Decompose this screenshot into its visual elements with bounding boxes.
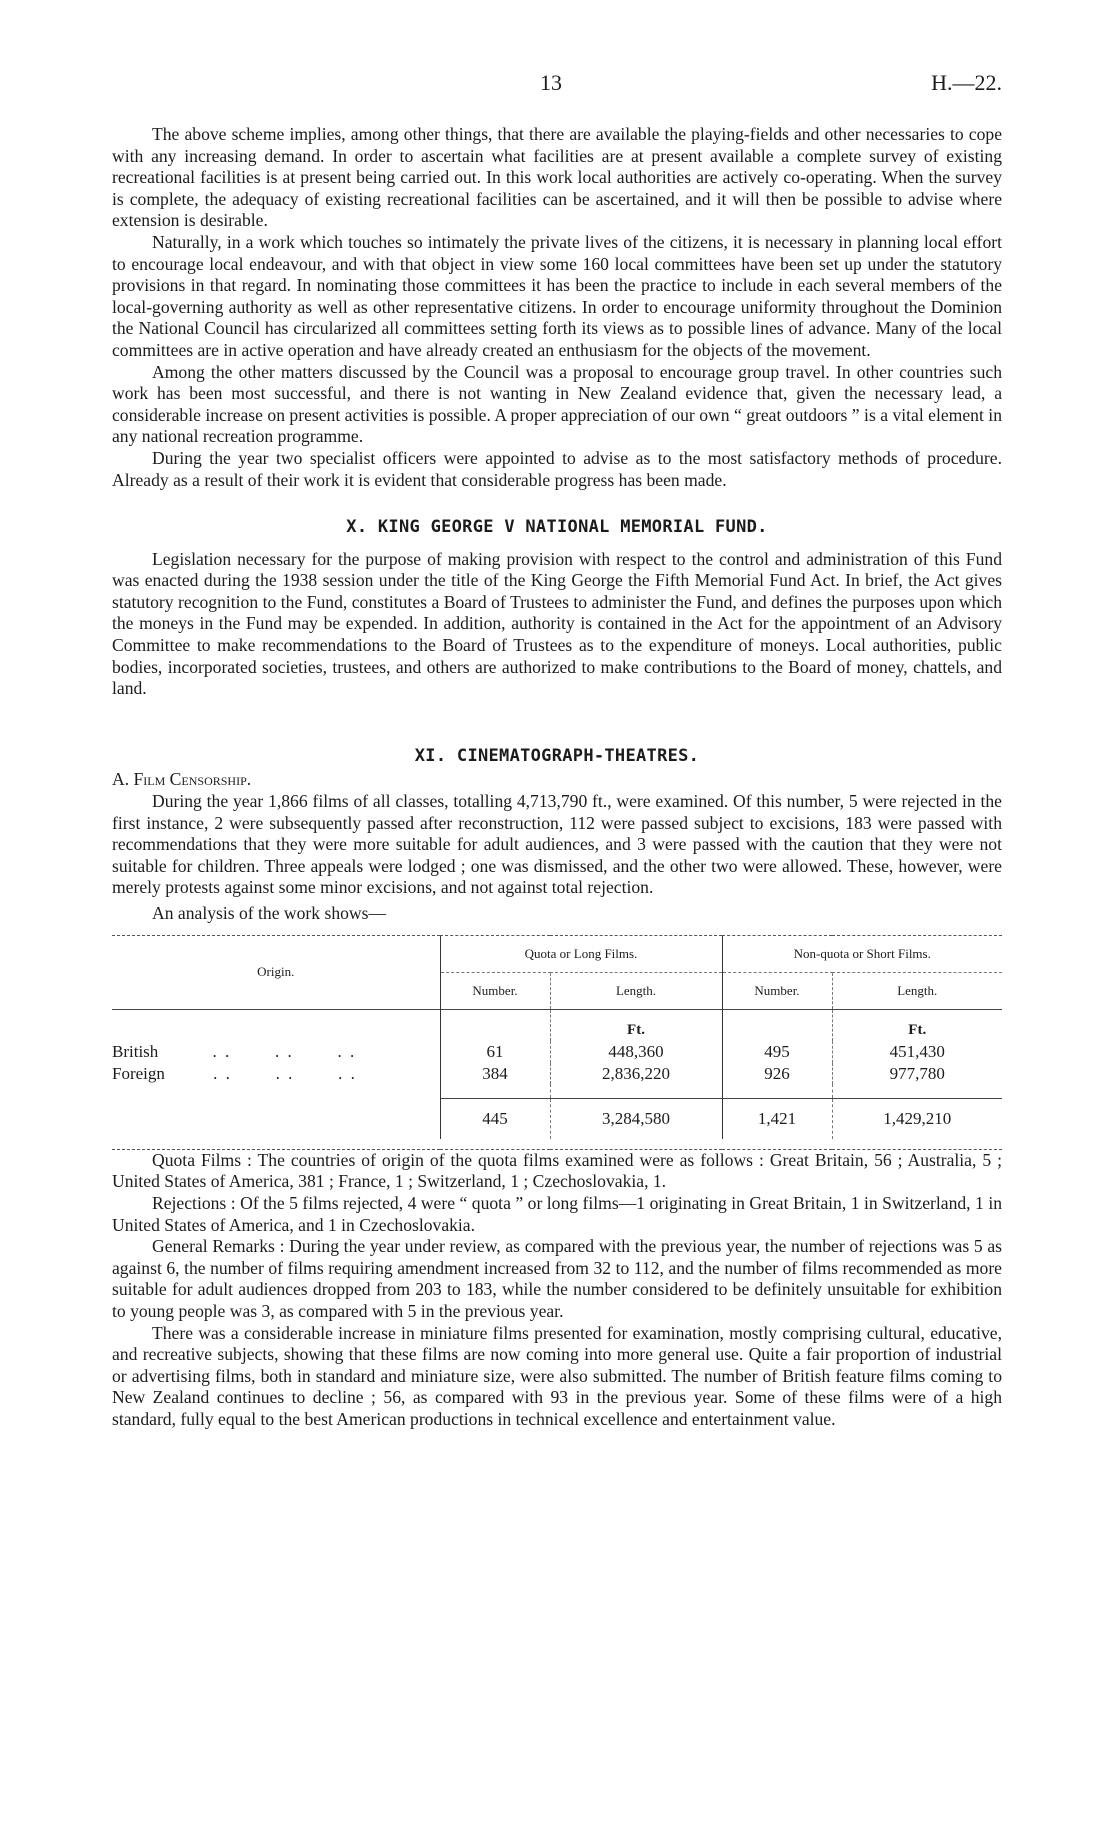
film-analysis-table bbox=[112, 935, 1002, 1150]
leader-dots: . . . . . . bbox=[213, 1063, 357, 1083]
quota-number-cell: 384 bbox=[440, 1063, 550, 1085]
paragraph-quota-films: Quota Films : The countries of origin of the quota films examined were as follows : Great Britain, 56 ; Australia, 5 ; United States of America, 381 ; France, 1 ; Switzerland, 1 ; Czechoslovakia, 1. bbox=[112, 1149, 1002, 1192]
quota-length-cell: 448,360 bbox=[550, 1041, 722, 1063]
nonquota-length-unit: Ft. bbox=[832, 1009, 1002, 1041]
analysis-intro: An analysis of the work shows— bbox=[152, 903, 387, 923]
quota-number-total: 445 bbox=[440, 1098, 550, 1139]
nonquota-number-cell: 495 bbox=[722, 1041, 832, 1063]
page-body bbox=[112, 124, 1002, 1431]
page-number: 13 bbox=[540, 70, 562, 95]
paragraph-playing-fields: The above scheme implies, among other things, that there are available the playing-fields and other necessaries to cope with any increasing demand. In order to ascertain what facilities are at present available a complete survey of existing recreational facilities is at present being carried out. In this work local authorities are actively co-operating. When the survey is complete, the adequacy of existing recreational facilities can be ascertained, and it will then be possible to advise where extension is desirable. bbox=[112, 124, 1002, 231]
row-origin: Foreign bbox=[112, 1063, 165, 1083]
nonquota-number-cell: 926 bbox=[722, 1063, 832, 1085]
quota-number-header: Number. bbox=[440, 972, 550, 1009]
nonquota-length-total: 1,429,210 bbox=[832, 1098, 1002, 1139]
quota-length-header: Length. bbox=[550, 972, 722, 1009]
table-row bbox=[112, 1063, 1002, 1085]
totals-row bbox=[112, 1098, 1002, 1139]
paragraph-memorial-fund: Legislation necessary for the purpose of making provision with respect to the control and administration of this Fund was enacted during the 1938 session under the title of the King George the Fifth Memorial Fund Act. In brief, the Act gives statutory recognition to the Fund, constitutes a Board of Trustees to administer the Fund, and defines the purposes upon which the moneys in the Fund may be expended. In addition, authority is contained in the Act for the appointment of an Advisory Committee to make recommendations to the Board of Trustees as to the expenditure of moneys. Local authorities, public bodies, incorporated societies, trustees, and others are authorized to make contributions to the Board of money, chattels, and land. bbox=[112, 548, 1002, 699]
quota-length-total: 3,284,580 bbox=[550, 1098, 722, 1139]
paragraph-specialist-officers: During the year two specialist officers were appointed to advise as to the most satisfactory methods of procedure. Already as a result of their work it is evident that considerable progress has been made. bbox=[112, 447, 1002, 490]
quota-length-unit: Ft. bbox=[550, 1009, 722, 1041]
nonquota-number-total: 1,421 bbox=[722, 1098, 832, 1139]
quota-group-header: Quota or Long Films. bbox=[440, 936, 722, 973]
paragraph-rejections: Rejections : Of the 5 films rejected, 4 were “ quota ” or long films—1 originating in Great Britain, 1 in Switzerland, 1 in United States of America, and 1 in Czechoslovakia. bbox=[112, 1192, 1002, 1235]
quota-length-cell: 2,836,220 bbox=[550, 1063, 722, 1085]
origin-column-header: Origin. bbox=[257, 964, 295, 980]
nonquota-length-cell: 451,430 bbox=[832, 1041, 1002, 1063]
paragraph-miniature-films: There was a considerable increase in miniature films presented for examination, mostly comprising cultural, educative, and recreative subjects, showing that these films are now coming into more general use. Quite a fair proportion of industrial or advertising films, both in standard and miniature size, were also submitted. The number of British feature films coming to New Zealand continues to decline ; 56, as compared with 93 in the previous year. Some of these films were of a high standard, fully equal to the best American productions in technical excellence and entertainment value. bbox=[112, 1322, 1002, 1429]
quota-number-cell: 61 bbox=[440, 1041, 550, 1063]
paragraph-general-remarks: General Remarks : During the year under review, as compared with the previous year, the number of rejections was 5 as against 6, the number of films requiring amendment increased from 32 to 112, and the number of films recommended as more suitable for adult audiences dropped from 203 to 183, while the number considered to be definitely unsuitable for exhibition to young people was 3, as compared with 5 in the previous year. bbox=[112, 1236, 1002, 1321]
page-header bbox=[0, 70, 1114, 100]
film-censorship-subheading: A. Film Censorship. bbox=[112, 769, 252, 790]
row-origin: British bbox=[112, 1042, 159, 1062]
nonquota-length-header: Length. bbox=[832, 972, 1002, 1009]
document-reference: H.—22. bbox=[931, 70, 1002, 95]
paragraph-films-examined: During the year 1,866 films of all classes, totalling 4,713,790 ft., were examined. Of this number, 5 were rejected in the first instance, 2 were subsequently passed after reconstruction, 112 were passed subject to excisions, 183 were passed with recommendations that they were more suitable for adult audiences, and 3 were passed with the caution that they were not suitable for children. Three appeals were lodged ; one was dismissed, and the other two were allowed. These, however, were merely protests against some minor excisions, and not against total rejection. bbox=[112, 791, 1002, 898]
section-xi-heading: XI. CINEMATOGRAPH-THEATRES. bbox=[414, 745, 700, 766]
leader-dots: . . . . . . bbox=[212, 1042, 357, 1062]
nonquota-group-header: Non-quota or Short Films. bbox=[722, 936, 1002, 973]
nonquota-length-cell: 977,780 bbox=[832, 1063, 1002, 1085]
nonquota-number-header: Number. bbox=[722, 972, 832, 1009]
section-x-heading: X. KING GEORGE V NATIONAL MEMORIAL FUND. bbox=[346, 517, 768, 538]
table-row bbox=[112, 1041, 1002, 1063]
paragraph-local-committees: Naturally, in a work which touches so intimately the private lives of the citizens, it is necessary in planning local effort to encourage local endeavour, and with that object in view some 160 local committees have been set up under the statutory provisions in that regard. In nominating those committees it has been the practice to include in each several members of the local-governing authority as well as other representative citizens. In order to encourage uniformity throughout the Dominion the National Council has circularized all committees setting forth its views as to possible lines of advance. Many of the local committees are in active operation and have already created an enthusiasm for the objects of the movement. bbox=[112, 231, 1002, 360]
paragraph-group-travel: Among the other matters discussed by the Council was a proposal to encourage group travel. In other countries such work has been most successful, and there is not wanting in New Zealand evidence that, given the necessary lead, a considerable increase on present activities is possible. A proper appreciation of our own “ great outdoors ” is a vital element in any national recreation programme. bbox=[112, 361, 1002, 447]
